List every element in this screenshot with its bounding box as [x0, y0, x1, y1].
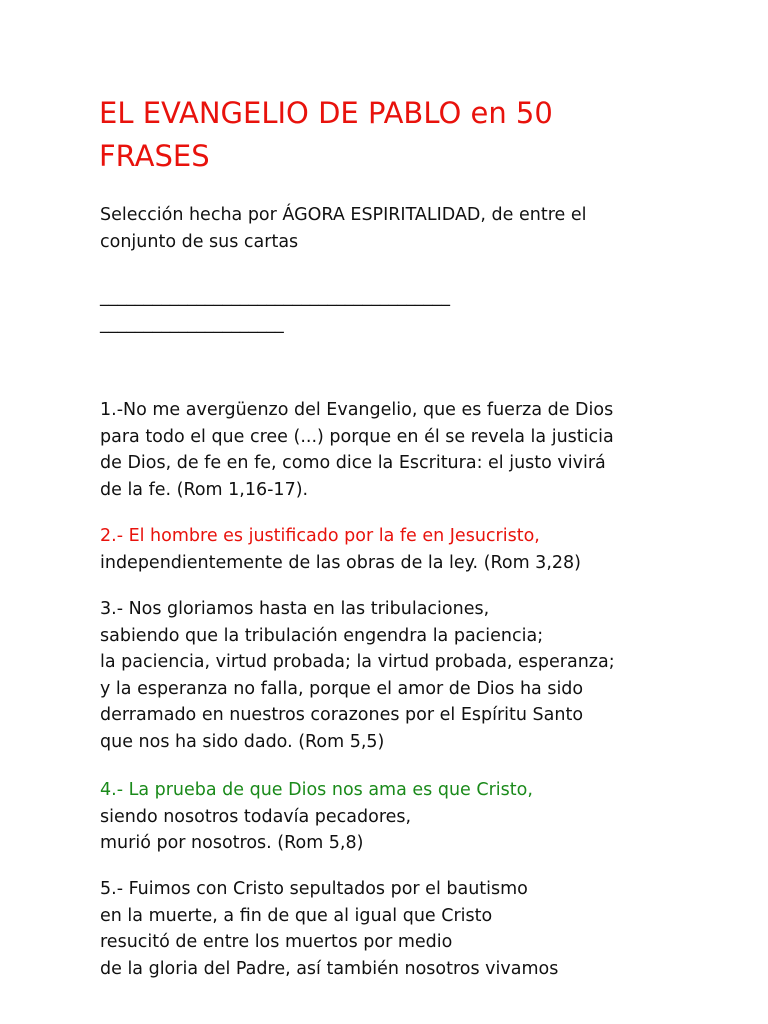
passage-line: derramado en nuestros corazones por el Espíritu Santo: [100, 705, 584, 725]
passage-4: [100, 777, 533, 857]
passage-1: [100, 397, 614, 503]
passage-line: sabiendo que la tribulación engendra la paciencia;: [100, 625, 544, 646]
passage-line: 3.- Nos gloriamos hasta en las tribulaciones,: [100, 599, 490, 619]
passage-line: de la fe. (Rom 1,16-17).: [100, 479, 309, 500]
document-subtitle: [100, 202, 586, 255]
passage-line: independientemente de las obras de la ley. (Rom 3,28): [100, 552, 581, 573]
passage-line: de la gloria del Padre, así también nosotros vivamos: [100, 958, 559, 979]
passage-highlight: 2.- El hombre es justificado por la fe en Jesucristo,: [100, 526, 540, 546]
passage-line: para todo el que cree (...) porque en él se revela la justicia: [100, 426, 614, 447]
passage-line: de Dios, de fe en fe, como dice la Escritura: el justo vivirá: [100, 453, 606, 473]
passage-line: y la esperanza no falla, porque el amor de Dios ha sido: [100, 678, 584, 699]
passage-line: la paciencia, virtud probada; la virtud probada, esperanza;: [100, 652, 615, 672]
title-line-1: EL EVANGELIO DE PABLO en 50: [99, 96, 553, 130]
passage-line: resucitó de entre los muertos por medio: [100, 932, 453, 952]
passage-2: [100, 523, 581, 576]
document-title: [99, 92, 699, 178]
divider-line-2: _____________________: [100, 313, 284, 334]
passage-5: [100, 876, 558, 982]
passage-line: murió por nosotros. (Rom 5,8): [100, 833, 364, 853]
passage-highlight: 4.- La prueba de que Dios nos ama es que Cristo,: [100, 780, 533, 800]
underscore-divider: [100, 284, 450, 337]
subtitle-line-2: conjunto de sus cartas: [100, 231, 299, 252]
passage-line: siendo nosotros todavía pecadores,: [100, 806, 412, 827]
title-line-2: FRASES: [99, 139, 210, 173]
subtitle-line-1: Selección hecha por ÁGORA ESPIRITALIDAD, de entre el: [100, 205, 587, 225]
passage-line: 1.-No me avergüenzo del Evangelio, que es fuerza de Dios: [100, 400, 614, 420]
passage-line: que nos ha sido dado. (Rom 5,5): [100, 731, 385, 752]
divider-line-1: ________________________________________: [100, 287, 450, 307]
passage-3: [100, 596, 615, 755]
passage-line: 5.- Fuimos con Cristo sepultados por el bautismo: [100, 879, 528, 899]
passage-line: en la muerte, a fin de que al igual que Cristo: [100, 905, 493, 926]
